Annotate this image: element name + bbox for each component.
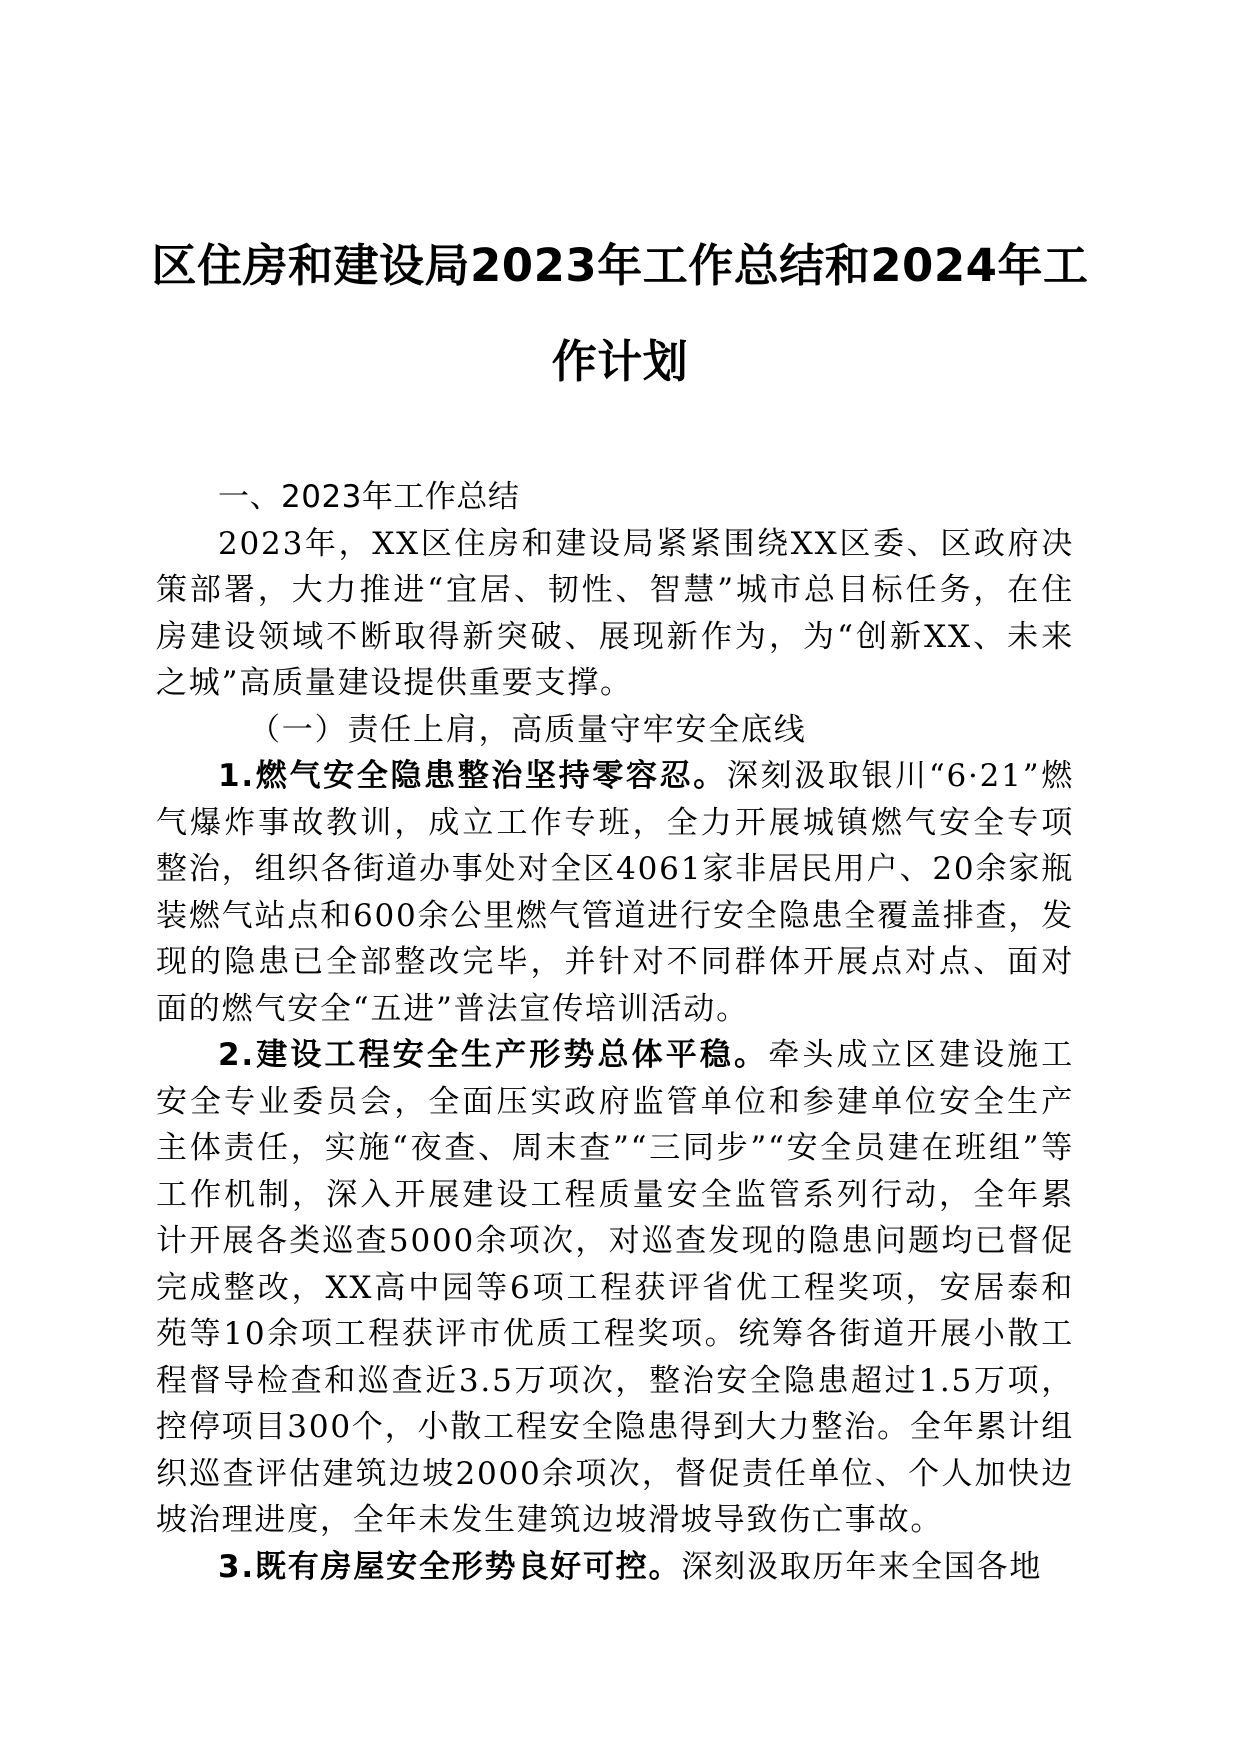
item-lead: 3.既有房屋安全形势良好可控。 <box>218 1548 682 1585</box>
item-text: 深刻汲取历年来全国各地 <box>681 1548 1043 1585</box>
item-paragraph <box>156 753 1074 1032</box>
document-body <box>156 474 1074 1590</box>
subsection-heading: （一）责任上肩，高质量守牢安全底线 <box>249 711 807 748</box>
section-heading: 一、2023年工作总结 <box>218 479 520 515</box>
item-text: 牵头成立区建设施工安全专业委员会，全面压实政府监管单位和参建单位安全生产主体责任，实施“夜查、周末查”“三同步”“安全员建在班组”等工作机制，深入开展建设工程质量安全监管系列行动，全年累计开展各类巡查5000余项次，对巡查发现的隐患问题均已督促完成整改，XX高中园等6项工程获评省优工程奖项，安居泰和苑等10余项工程获评市优质工程奖项。统筹各街道开展小散工程督导检查和巡查近3.5万项次，整治安全隐患超过1.5万项，控停项目300个，小散工程安全隐患得到大力整治。全年累计组织巡查评估建筑边坡2000余项次，督促责任单位、个人加快边坡治理进度，全年未发生建筑边坡滑坡导致伤亡事故。 <box>156 1037 1075 1538</box>
item-text: 深刻汲取银川“6·21”燃气爆炸事故教训，成立工作专班，全力开展城镇燃气安全专项整治，组织各街道办事处对全区4061家非居民用户、20余家瓶装燃气站点和600余公里燃气管道进行安全隐患全覆盖排查，发现的隐患已全部整改完毕，并针对不同群体开展点对点、面对面的燃气安全“五进”普法宣传培训活动。 <box>156 758 1074 1027</box>
intro-paragraph: 2023年，XX区住房和建设局紧紧围绕XX区委、区政府决策部署，大力推进“宜居、韧性、智慧”城市总目标任务，在住房建设领域不断取得新突破、展现新作为，为“创新XX、未来之城”高质量建设提供重要支撑。 <box>156 525 1074 701</box>
item-lead: 2.建设工程安全生产形势总体平稳。 <box>218 1037 769 1073</box>
item-lead: 1.燃气安全隐患整治坚持零容忍。 <box>218 758 727 794</box>
item-paragraph <box>156 1032 1074 1544</box>
item-paragraph <box>156 1544 1074 1591</box>
document-title: 区住房和建设局2023年工作总结和2024年工作计划 <box>151 239 1089 388</box>
